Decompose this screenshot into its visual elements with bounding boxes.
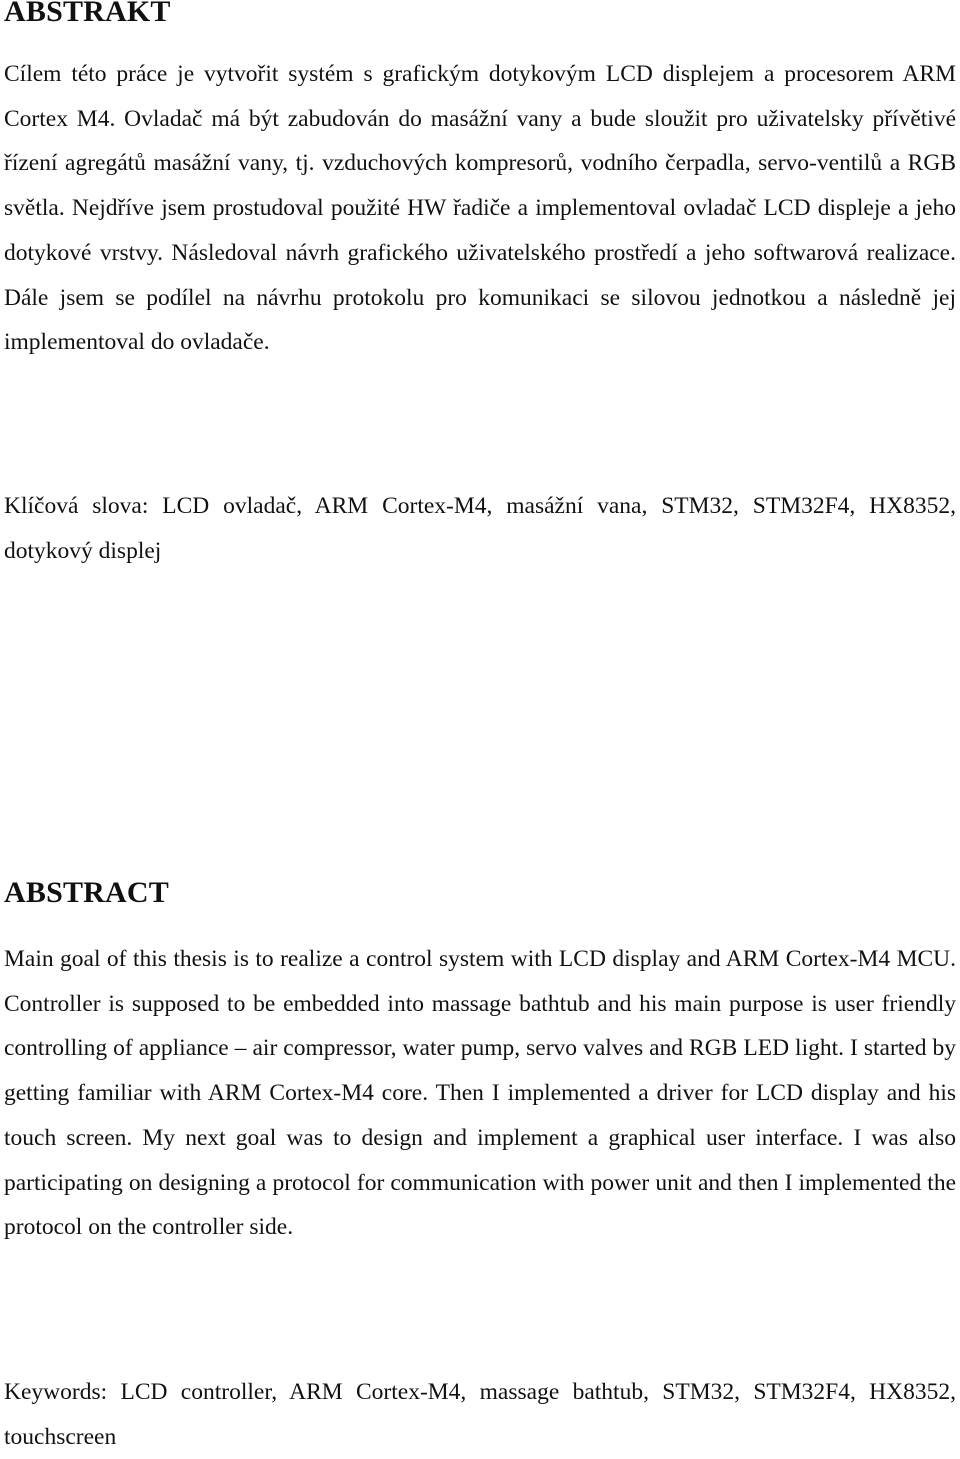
heading-abstract: ABSTRACT (4, 876, 169, 909)
abstract-en-paragraph: Main goal of this thesis is to realize a control system with LCD display and ARM Cortex-M4 MCU. Controller is supposed to be embedded into massage bathtub and his main purpose is user friendly controlling of appliance – air compressor, water pump, servo valves and RGB LED light. I started by getting familiar with ARM Cortex-M4 core. Then I implemented a driver for LCD display and his touch screen. My next goal was to design and implement a graphical user interface. I was also participating on designing a protocol for communication with power unit and then I implemented the protocol on the controller side. (4, 946, 956, 1241)
keywords-en: Keywords: LCD controller, ARM Cortex-M4, massage bathtub, STM32, STM32F4, HX8352, touchscreen (4, 1379, 956, 1450)
keywords-cz: Klíčová slova: LCD ovladač, ARM Cortex-M4, masážní vana, STM32, STM32F4, HX8352, dotykový displej (4, 493, 956, 564)
abstract-cz-paragraph: Cílem této práce je vytvořit systém s grafickým dotykovým LCD displejem a procesorem ARM Cortex M4. Ovladač má být zabudován do masážní vany a bude sloužit pro uživatelsky přívětivé řízení agregátů masážní vany, tj. vzduchových kompresorů, vodního čerpadla, servo-ventilů a RGB světla. Nejdříve jsem prostudoval použité HW řadiče a implementoval ovladač LCD displeje a jeho dotykové vrstvy. Následoval návrh grafického uživatelského prostředí a jeho softwarová realizace. Dále jsem se podílel na návrhu protokolu pro komunikaci se silovou jednotkou a následně jej implementoval do ovladače. (4, 61, 956, 356)
heading-abstrakt: ABSTRAKT (4, 0, 171, 28)
